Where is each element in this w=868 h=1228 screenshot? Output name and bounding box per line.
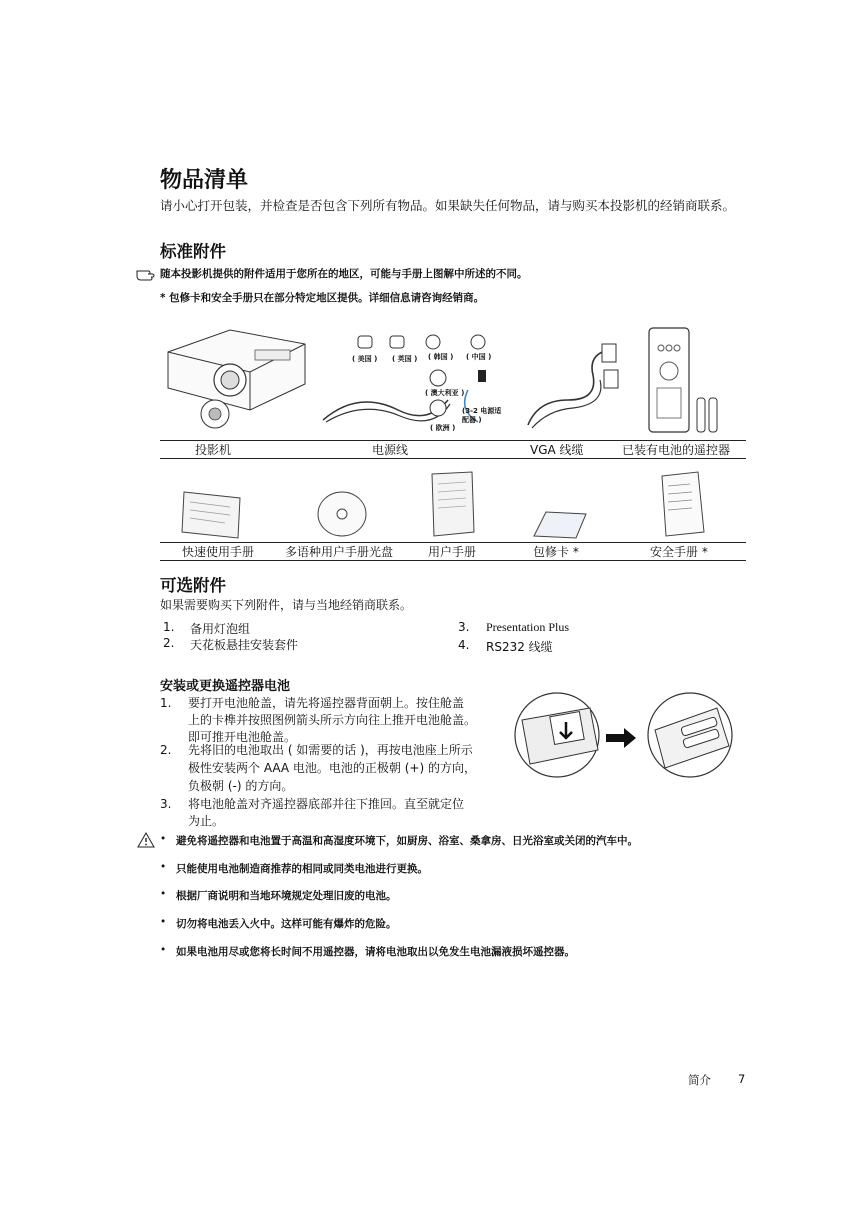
table-rule [160, 458, 746, 459]
table-rule [160, 440, 746, 441]
standard-note-2: * 包修卡和安全手册只在部分特定地区提供。详细信息请咨询经销商。 [160, 292, 485, 304]
optional-item-label: RS232 线缆 [486, 640, 553, 654]
step-line: 将电池舱盖对齐遥控器底部并往下推回。直至就定位 [188, 797, 465, 811]
remote-control-illustration [645, 326, 745, 438]
battery-open-illustration [512, 690, 602, 784]
warning-item: 根据厂商说明和当地环境规定处理旧废的电池。 [176, 890, 397, 902]
warning-item: 如果电池用尽或您将长时间不用遥控器，请将电池取出以免发生电池漏液损坏遥控器。 [176, 946, 575, 958]
step-line: 要打开电池舱盖，请先将遥控器背面朝上。按住舱盖 [188, 696, 465, 710]
optional-item-label: 天花板悬挂安装套件 [190, 638, 299, 652]
battery-installed-illustration [645, 690, 735, 784]
arrow-right-icon [606, 728, 636, 752]
item-power-cord-label: 电源线 [372, 443, 409, 457]
step-line: 极性安装两个 AAA 电池。电池的正极朝 (+) 的方向， [188, 761, 476, 775]
item-safety-manual-label: 安全手册 * [650, 545, 708, 559]
quick-guide-illustration [180, 488, 245, 544]
user-manual-illustration [428, 470, 476, 542]
plug-label-kr: ( 韩国 ) [428, 353, 454, 361]
step-line: 为止。 [188, 814, 225, 828]
warning-item: 切勿将电池丢入火中。这样可能有爆炸的危险。 [176, 918, 397, 930]
step-line: 上的卡榫并按照图例箭头所示方向往上推开电池舱盖。 [188, 713, 477, 727]
plug-label-cn: ( 中国 ) [466, 353, 492, 361]
item-quick-guide-label: 快速使用手册 [182, 545, 255, 559]
optional-item-label: Presentation Plus [486, 620, 569, 634]
step-line: 先将旧的电池取出 ( 如需要的话 )，再按电池座上所示 [188, 743, 473, 757]
step-num: 3. [160, 797, 172, 811]
step-num: 1. [160, 696, 172, 710]
intro-text: 请小心打开包装，并检查是否包含下列所有物品。如果缺失任何物品，请与购买本投影机的经销商联系。 [160, 198, 736, 213]
optional-heading: 可选附件 [160, 576, 226, 595]
bullet-dot: • [160, 833, 167, 845]
plug-label-adapter: (3-2 电源适配器 ) [462, 407, 502, 424]
page-number: 7 [738, 1072, 746, 1086]
cd-illustration [314, 488, 370, 544]
optional-item-num: 2. [163, 636, 175, 650]
standard-note-1: 随本投影机提供的附件适用于您所在的地区，可能与手册上图解中所述的不同。 [160, 268, 528, 280]
optional-item-num: 3. [458, 620, 470, 634]
item-projector-label: 投影机 [195, 443, 232, 457]
plug-label-uk: ( 英国 ) [392, 355, 418, 363]
plug-label-eu: ( 欧洲 ) [430, 424, 456, 432]
optional-item-label: 备用灯泡组 [190, 622, 251, 636]
item-cd-label: 多语种用户手册光盘 [285, 545, 394, 559]
warning-item: 只能使用电池制造商推荐的相同或同类电池进行更换。 [176, 863, 428, 875]
item-warranty-card-label: 包修卡 * [533, 545, 579, 559]
page-title: 物品清单 [160, 168, 249, 193]
step-line: 即可推开电池舱盖。 [188, 730, 297, 744]
battery-heading: 安装或更换遥控器电池 [160, 679, 291, 694]
projector-illustration [160, 322, 310, 436]
table-rule [160, 542, 746, 543]
item-remote-label: 已装有电池的遥控器 [622, 443, 731, 457]
optional-item-num: 1. [163, 620, 175, 634]
vga-cable-illustration [518, 340, 628, 439]
item-user-manual-label: 用户手册 [428, 545, 477, 559]
hand-pointer-icon [136, 266, 158, 285]
optional-item-num: 4. [458, 638, 470, 652]
bullet-dot: • [160, 944, 167, 956]
bullet-dot: • [160, 888, 167, 900]
bullet-dot: • [160, 861, 167, 873]
item-vga-cable-label: VGA 线缆 [530, 443, 584, 457]
safety-manual-illustration [658, 470, 706, 542]
plug-label-us: ( 美国 ) [352, 355, 378, 363]
optional-intro: 如果需要购买下列附件，请与当地经销商联系。 [160, 598, 413, 612]
step-num: 2. [160, 743, 172, 757]
bullet-dot: • [160, 916, 167, 928]
warning-item: 避免将遥控器和电池置于高温和高湿度环境下，如厨房、浴室、桑拿房、日光浴室或关闭的汽车中。 [176, 835, 638, 847]
warranty-card-illustration [532, 506, 588, 546]
table-rule [160, 560, 746, 561]
step-line: 负极朝 (-) 的方向。 [188, 779, 294, 793]
plug-label-au: ( 澳大利亚 ) [425, 389, 465, 397]
footer-section: 简介 [688, 1073, 711, 1087]
warning-triangle-icon [137, 832, 155, 852]
standard-heading: 标准附件 [160, 242, 226, 261]
